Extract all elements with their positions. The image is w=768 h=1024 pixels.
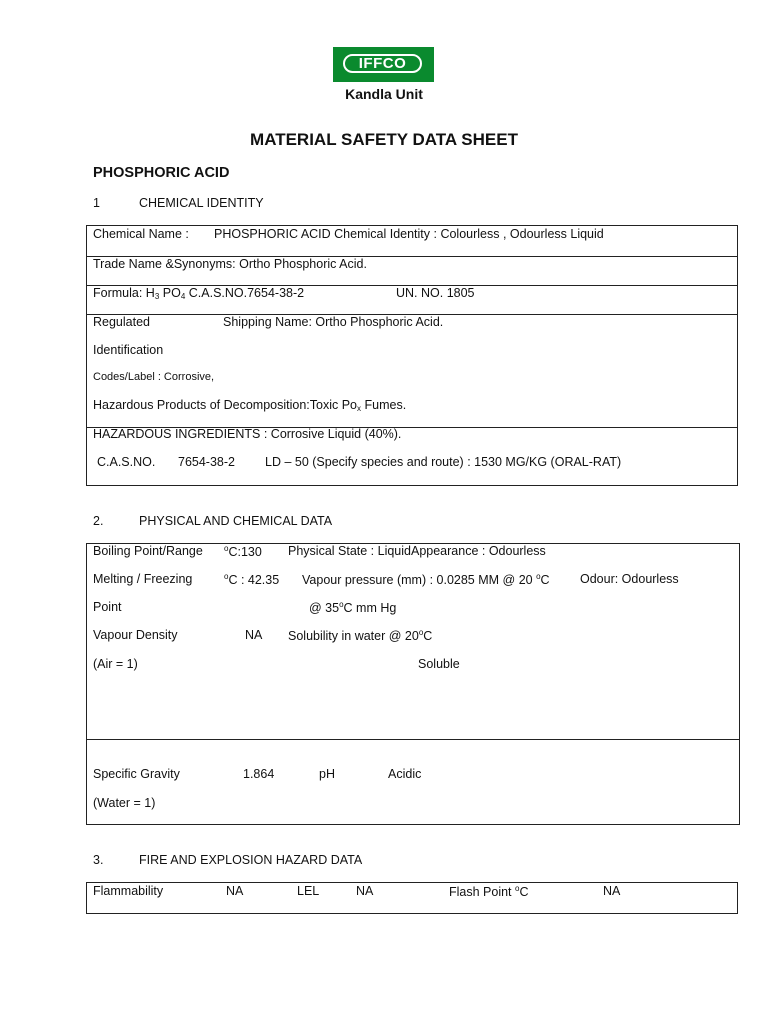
flammability-value: NA [226, 884, 244, 898]
section3-number: 3. [93, 853, 104, 867]
section2-heading: PHYSICAL AND CHEMICAL DATA [139, 514, 333, 528]
shipping-name: Shipping Name: Ortho Phosphoric Acid. [223, 315, 444, 329]
chemical-name-value: PHOSPHORIC ACID Chemical Identity : Colourless , Odourless Liquid [214, 227, 604, 241]
section2-number: 2. [93, 514, 104, 528]
melting-label: Melting / Freezing [93, 572, 193, 586]
vapour-density-value: NA [245, 628, 263, 642]
flash-point-label: Flash Point $^o$C [449, 884, 529, 899]
flash-point-value: NA [603, 884, 621, 898]
boiling-point-value: $^o$C:130 [224, 544, 262, 559]
section3-heading: FIRE AND EXPLOSION HAZARD DATA [139, 853, 363, 867]
iffco-logo [333, 47, 434, 82]
regulated-label: Regulated [93, 315, 150, 329]
product-name: PHOSPHORIC ACID [93, 165, 230, 181]
document-title: MATERIAL SAFETY DATA SHEET [250, 130, 518, 149]
lel-label: LEL [297, 884, 320, 898]
cas-label: C.A.S.NO. [97, 455, 156, 469]
hazardous-ingredients: HAZARDOUS INGREDIENTS : Corrosive Liquid (40%). [93, 427, 402, 441]
formula: Formula: $H_3$ $PO_4$ C.A.S.NO.7654-38-2 [93, 286, 305, 301]
row-divider [87, 739, 739, 740]
un-number: UN. NO. 1805 [396, 286, 475, 300]
solubility-value: Soluble [418, 657, 460, 671]
codes-label: Codes/Label : Corrosive, [93, 371, 215, 383]
section1-number: 1 [93, 196, 100, 210]
flammability-label: Flammability [93, 884, 164, 898]
fire-hazard-table [86, 882, 738, 914]
specific-gravity-label: Specific Gravity [93, 767, 180, 781]
logo-text: IFFCO [343, 54, 422, 73]
cas-value: 7654-38-2 [178, 455, 235, 469]
unit-name: Kandla Unit [345, 86, 423, 102]
solubility: Solubility in water @ 20$^o$C [288, 628, 433, 643]
ph-value: Acidic [388, 767, 422, 781]
lel-value: NA [356, 884, 374, 898]
section1-heading: CHEMICAL IDENTITY [139, 196, 264, 210]
temp-35: @ 35$^o$C mm Hg [309, 600, 397, 615]
point-label: Point [93, 600, 122, 614]
melting-value: $^o$C : 42.35 [224, 572, 280, 587]
water-ref: (Water = 1) [93, 796, 156, 810]
physical-state: Physical State : LiquidAppearance : Odourless [288, 544, 546, 558]
hazardous-products: Hazardous Products of Decomposition:Toxic $Po_x$ Fumes. [93, 398, 407, 413]
trade-name: Trade Name &Synonyms: Ortho Phosphoric Acid. [93, 257, 367, 271]
vapour-density-label: Vapour Density [93, 628, 178, 642]
chemical-name-label: Chemical Name : [93, 227, 189, 241]
air-ref: (Air = 1) [93, 657, 138, 671]
vapour-pressure: Vapour pressure (mm) : 0.0285 MM @ 20 $^o$C [302, 572, 550, 587]
odour: Odour: Odourless [580, 572, 679, 586]
identification-label: Identification [93, 343, 164, 357]
boiling-point-label: Boiling Point/Range [93, 544, 203, 558]
specific-gravity-value: 1.864 [243, 767, 275, 781]
ld50: LD – 50 (Specify species and route) : 1530 MG/KG (ORAL-RAT) [265, 455, 622, 469]
ph-label: pH [319, 767, 335, 781]
